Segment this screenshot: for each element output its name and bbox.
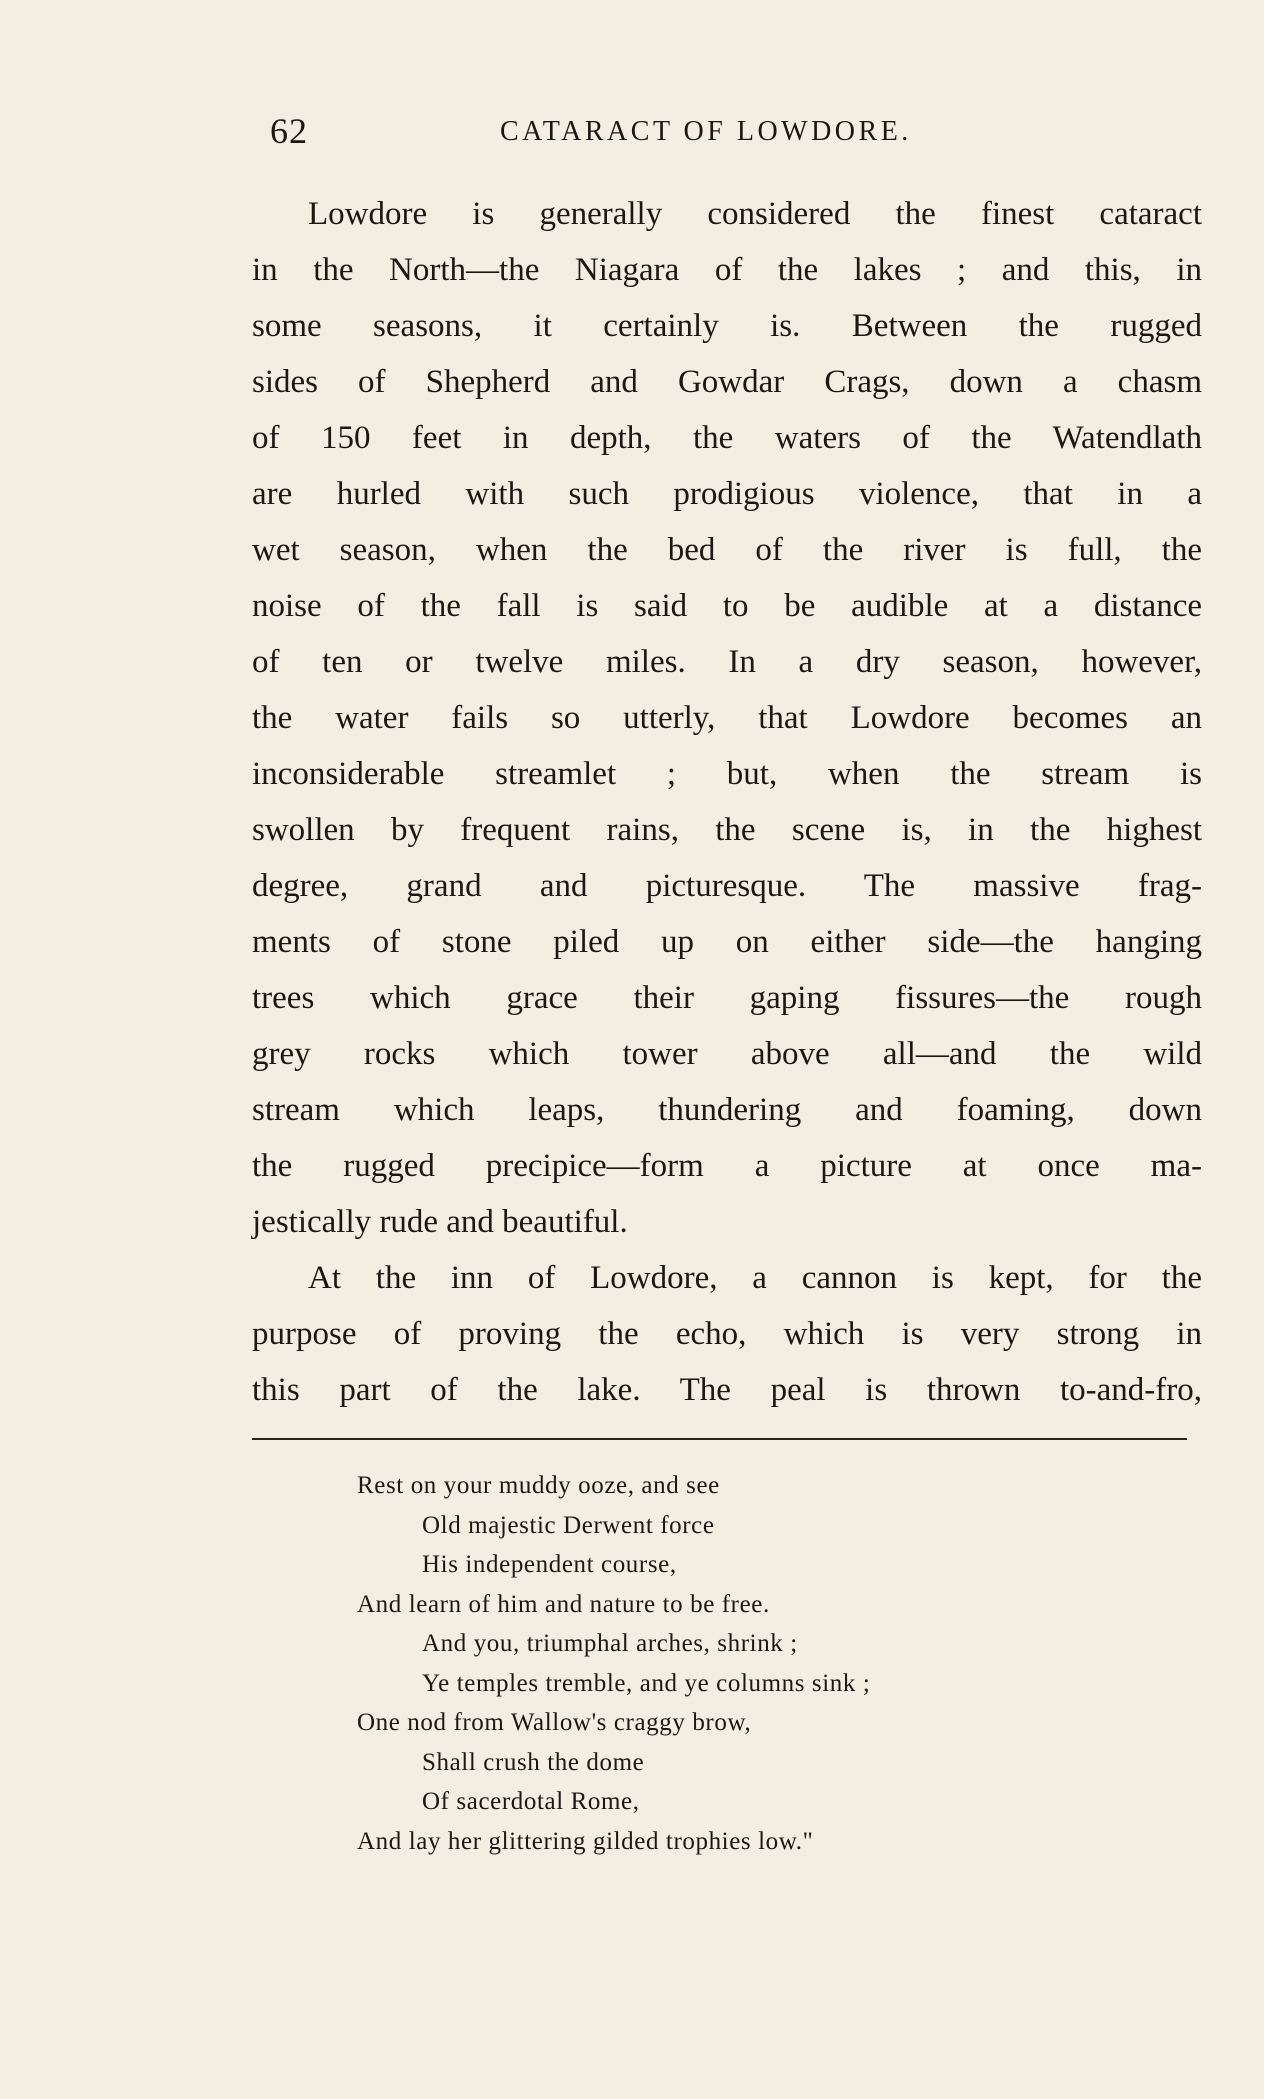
text-line: stream which leaps, thundering and foaming, down <box>252 1092 1202 1128</box>
text-line: of 150 feet in depth, the waters of the Watendlath <box>252 420 1202 456</box>
text-line: in the North—the Niagara of the lakes ; and this, in <box>252 252 1202 288</box>
poem-line: Rest on your muddy ooze, and see <box>357 1472 720 1499</box>
page-number: 62 <box>270 111 308 151</box>
text-line: sides of Shepherd and Gowdar Crags, down a chasm <box>252 364 1202 400</box>
text-line: the rugged precipice—form a picture at once ma- <box>252 1148 1202 1184</box>
poem-line: And lay her glittering gilded trophies low." <box>357 1827 814 1855</box>
poem-line: Shall crush the dome <box>422 1748 645 1776</box>
poem-line: His independent course, <box>422 1551 677 1578</box>
running-title: CATARACT OF LOWDORE. <box>500 116 912 147</box>
footnote-divider <box>252 1438 1187 1440</box>
text-line: some seasons, it certainly is. Between the rugged <box>252 308 1202 344</box>
text-line: are hurled with such prodigious violence, that in a <box>252 476 1202 512</box>
text-line: degree, grand and picturesque. The massive frag- <box>252 868 1202 904</box>
text-line: grey rocks which tower above all—and the wild <box>252 1036 1202 1072</box>
text-line: of ten or twelve miles. In a dry season, however, <box>252 644 1202 680</box>
poem-line: And you, triumphal arches, shrink ; <box>422 1630 798 1657</box>
text-line: the water fails so utterly, that Lowdore becomes an <box>252 700 1202 736</box>
poem-line: Of sacerdotal Rome, <box>422 1788 640 1815</box>
text-line: trees which grace their gaping fissures—the rough <box>252 980 1202 1016</box>
poem-line: Ye temples tremble, and ye columns sink ; <box>422 1669 871 1697</box>
text-line: jestically rude and beautiful. <box>252 1204 628 1240</box>
poem-line: One nod from Wallow's craggy brow, <box>357 1709 752 1736</box>
text-line: ments of stone piled up on either side—the hanging <box>252 924 1202 960</box>
text-line: Lowdore is generally considered the finest cataract <box>308 196 1202 232</box>
page-header <box>270 110 1205 154</box>
poem-line: And learn of him and nature to be free. <box>357 1590 770 1618</box>
text-line: noise of the fall is said to be audible at a distance <box>252 588 1202 624</box>
text-line: At the inn of Lowdore, a cannon is kept, for the <box>308 1260 1202 1296</box>
text-line: inconsiderable streamlet ; but, when the stream is <box>252 756 1202 792</box>
text-line: this part of the lake. The peal is thrown to-and-fro, <box>252 1372 1202 1408</box>
text-line: wet season, when the bed of the river is full, the <box>252 532 1202 568</box>
text-line: purpose of proving the echo, which is very strong in <box>252 1316 1202 1352</box>
body-text <box>252 186 1202 1418</box>
poem-footnote <box>357 1466 1117 1861</box>
text-line: swollen by frequent rains, the scene is, in the highest <box>252 812 1202 848</box>
poem-line: Old majestic Derwent force <box>422 1511 715 1539</box>
